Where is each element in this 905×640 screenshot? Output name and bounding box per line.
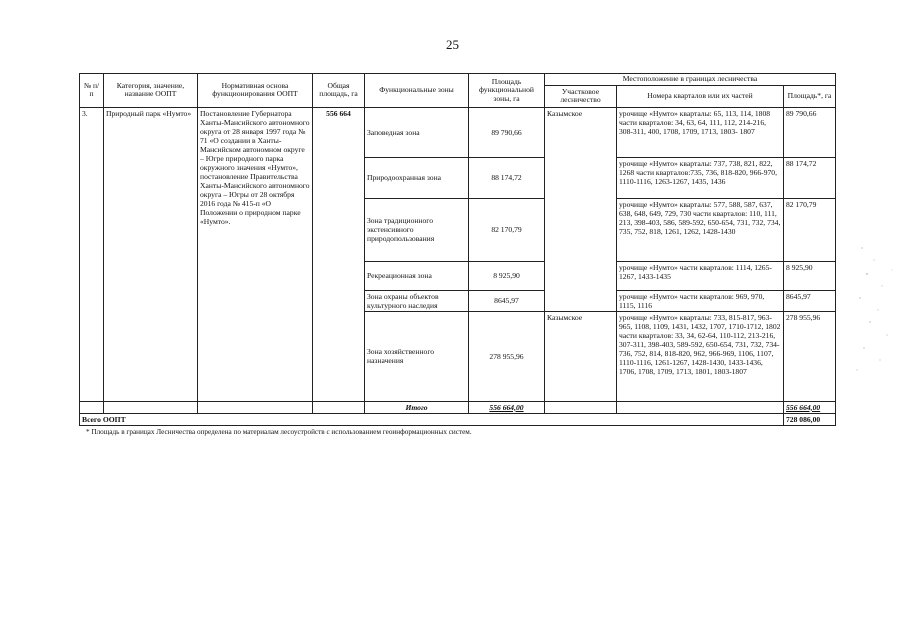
district-cell: Казымское [545, 107, 617, 311]
header-legal-basis: Нормативная основа функционирования ООПТ [198, 74, 313, 108]
itogo-row [80, 401, 836, 413]
zone-area: 278 955,96 [469, 311, 545, 401]
header-zones: Функциональные зоны [365, 74, 469, 108]
scan-specks [852, 240, 902, 380]
zone-quarters: урочище «Нумто» части кварталов: 969, 970, 1115, 1116 [617, 290, 784, 311]
zone-name: Зона традиционного экстенсивного природопользования [365, 198, 469, 261]
zone-name: Заповедная зона [365, 107, 469, 157]
record-legal-basis: Постановление Губернатора Ханты-Мансийского автономного округа от 28 января 1997 года № 71 «О создании в Ханты-Мансийском автономном округе – Югре природного парка окружного значения «Нумто», постановление Правительства Ханты-Мансийского автономного округа – Югры от 28 октября 2016 года № 415-п «О Положении о природном парке «Нумто». [198, 107, 313, 401]
zone-area-star: 88 174,72 [784, 157, 836, 198]
zone-area: 82 170,79 [469, 198, 545, 261]
zone-area: 8645,97 [469, 290, 545, 311]
zone-quarters: урочище «Нумто» кварталы: 737, 738, 821, 822, 1268 части кварталов:735, 736, 818-820, 966-970, 1110-1116, 1263-1267, 1435, 1436 [617, 157, 784, 198]
zone-area-star: 82 170,79 [784, 198, 836, 261]
zone-area: 8 925,90 [469, 261, 545, 290]
zone-area-star: 278 955,96 [784, 311, 836, 401]
zone-area: 88 174,72 [469, 157, 545, 198]
footnote: * Площадь в границах Лесничества определена по материалам лесоустройств с использованием геоинформационных систем. [86, 428, 472, 436]
record-num: 3. [80, 107, 104, 401]
zone-quarters: урочище «Нумто» кварталы: 733, 815-817, 963-965, 1108, 1109, 1431, 1432, 1707, 1710-1712, 1802 части кварталов: 33, 34, 62-64, 110-112, 213-216, 307-311, 398-403, 589-592, 650-654, 731, 732, 734-736, 752, 814, 818-820, 962, 966-969, 1106, 1107, 1110-1116, 1261-1267, 1428-1430, 1433-1436, 1706, 1708, 1709, 1713, 1801, 1803-1807 [617, 311, 784, 401]
zone-name: Зона охраны объектов культурного наследия [365, 290, 469, 311]
oopt-table [79, 73, 836, 426]
zone-name: Природоохранная зона [365, 157, 469, 198]
district-cell: Казымское [545, 311, 617, 401]
header-district: Участковое лесничество [545, 85, 617, 107]
header-total-area: Общая площадь, га [313, 74, 365, 108]
zone-area-star: 8 925,90 [784, 261, 836, 290]
zone-area: 89 790,66 [469, 107, 545, 157]
header-quarters: Номера кварталов или их частей [617, 85, 784, 107]
zone-area-star: 8645,97 [784, 290, 836, 311]
zone-quarters: урочище «Нумто» кварталы: 577, 588, 587, 637, 638, 648, 649, 729, 730 части кварталов: 110, 111, 213, 398-403, 586, 589-592, 650-654, 731, 732, 734, 735, 752, 818, 1261, 1262, 1428-1430 [617, 198, 784, 261]
record-category: Природный парк «Нумто» [104, 107, 198, 401]
grand-total-value: 728 086,00 [784, 413, 836, 425]
grand-total-label: Всего ООПТ [80, 413, 784, 425]
header-category: Категория, значение, название ООПТ [104, 74, 198, 108]
zone-name: Зона хозяйственного назначения [365, 311, 469, 401]
itogo-label: Итого [365, 401, 469, 413]
itogo-area-star: 556 664,00 [784, 401, 836, 413]
header-num: № п/п [80, 74, 104, 108]
header-zone-area: Площадь функциональной зоны, га [469, 74, 545, 108]
record-total-area: 556 664 [313, 107, 365, 401]
header-location: Местоположение в границах лесничества [545, 74, 836, 86]
zone-quarters: урочище «Нумто» кварталы: 65, 113, 114, 1808 части кварталов: 34, 63, 64, 111, 112, 214-216, 308-311, 400, 1708, 1709, 1713, 1803- 1807 [617, 107, 784, 157]
grand-total-row [80, 413, 836, 425]
itogo-zone-area: 556 664,00 [469, 401, 545, 413]
header-area-star: Площадь*, га [784, 85, 836, 107]
page-number: 25 [446, 37, 459, 52]
table-row [80, 107, 836, 157]
zone-quarters: урочище «Нумто» части кварталов: 1114, 1265-1267, 1433-1435 [617, 261, 784, 290]
table-header [80, 74, 836, 108]
zone-name: Рекреационная зона [365, 261, 469, 290]
zone-area-star: 89 790,66 [784, 107, 836, 157]
